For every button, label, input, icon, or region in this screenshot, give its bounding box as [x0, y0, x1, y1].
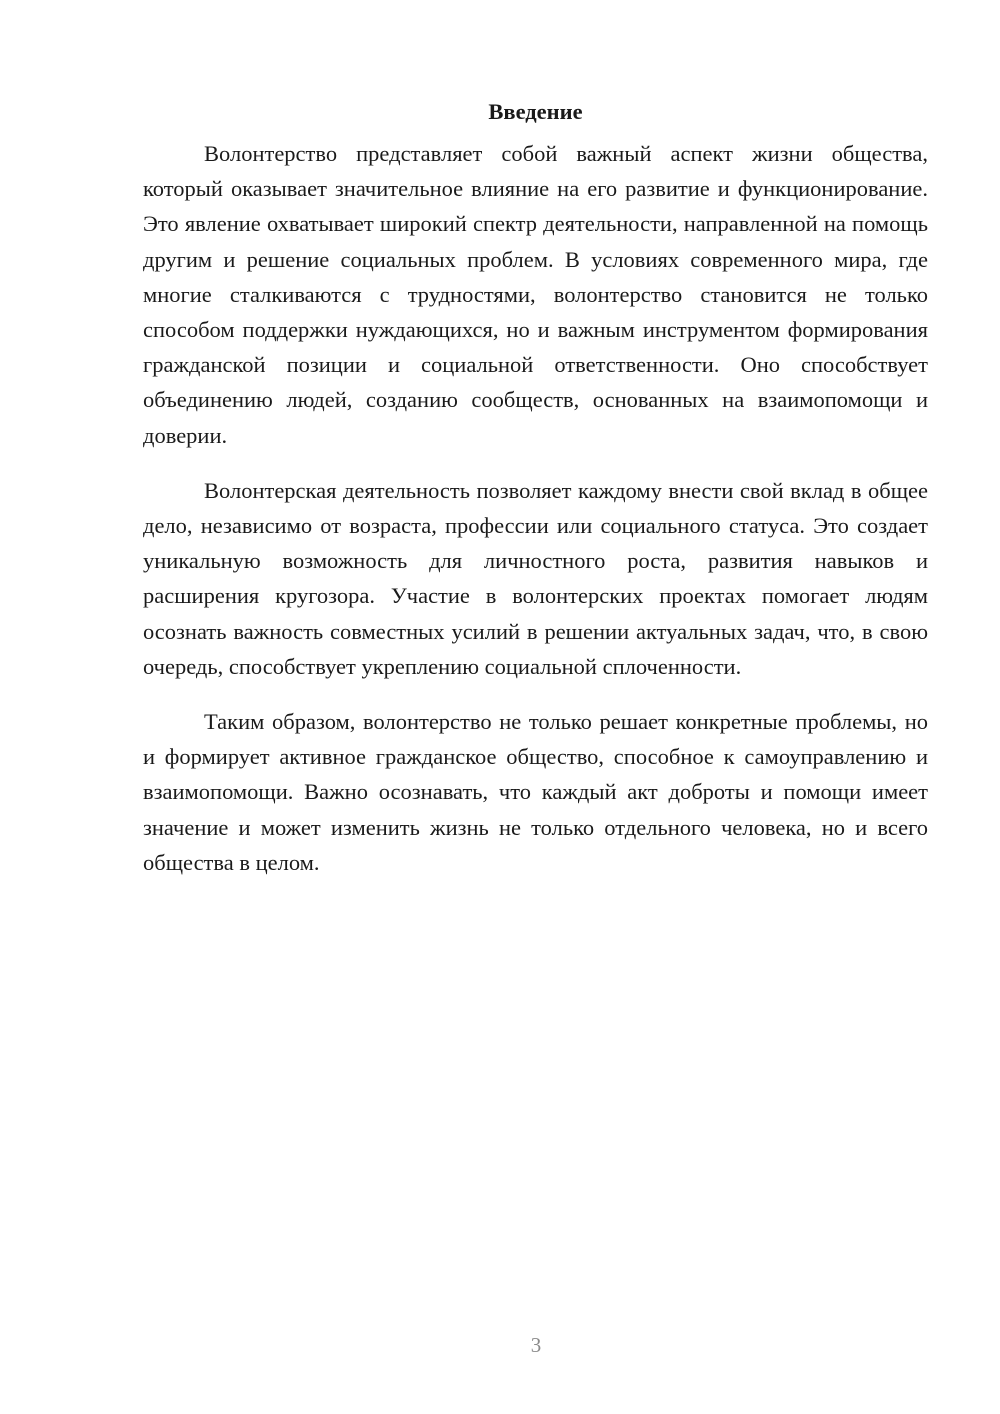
page-number: 3: [530, 1333, 542, 1357]
paragraph-1: Волонтерство представляет собой важный аспект жизни общества, который оказывает значительное влияние на его развитие и функционирование. Это явление охватывает широкий спектр деятельности, направленной на помощь другим и решение социальных проблем. В условиях современного мира, где многие сталкиваются с трудностями, волонтерство становится не только способом поддержки нуждающихся, но и важным инструментом формирования гражданской позиции и социальной ответственности. Оно способствует объединению людей, созданию сообществ, основанных на взаимопомощи и доверии.: [143, 141, 928, 448]
paragraph-2: Волонтерская деятельность позволяет каждому внести свой вклад в общее дело, независимо от возраста, профессии или социального статуса. Это создает уникальную возможность для личностного роста, развития навыков и расширения кругозора. Участие в волонтерских проектах помогает людям осознать важность совместных усилий в решении актуальных задач, что, в свою очередь, способствует укреплению социальной сплоченности.: [143, 477, 928, 679]
paragraph-3: Таким образом, волонтерство не только решает конкретные проблемы, но и формирует активное гражданское общество, способное к самоуправлению и взаимопомощи. Важно осознавать, что каждый акт доброты и помощи имеет значение и может изменить жизнь не только отдельного человека, но и всего общества в целом.: [143, 709, 928, 875]
section-title: Введение: [488, 99, 583, 124]
page-content: [143, 98, 928, 880]
